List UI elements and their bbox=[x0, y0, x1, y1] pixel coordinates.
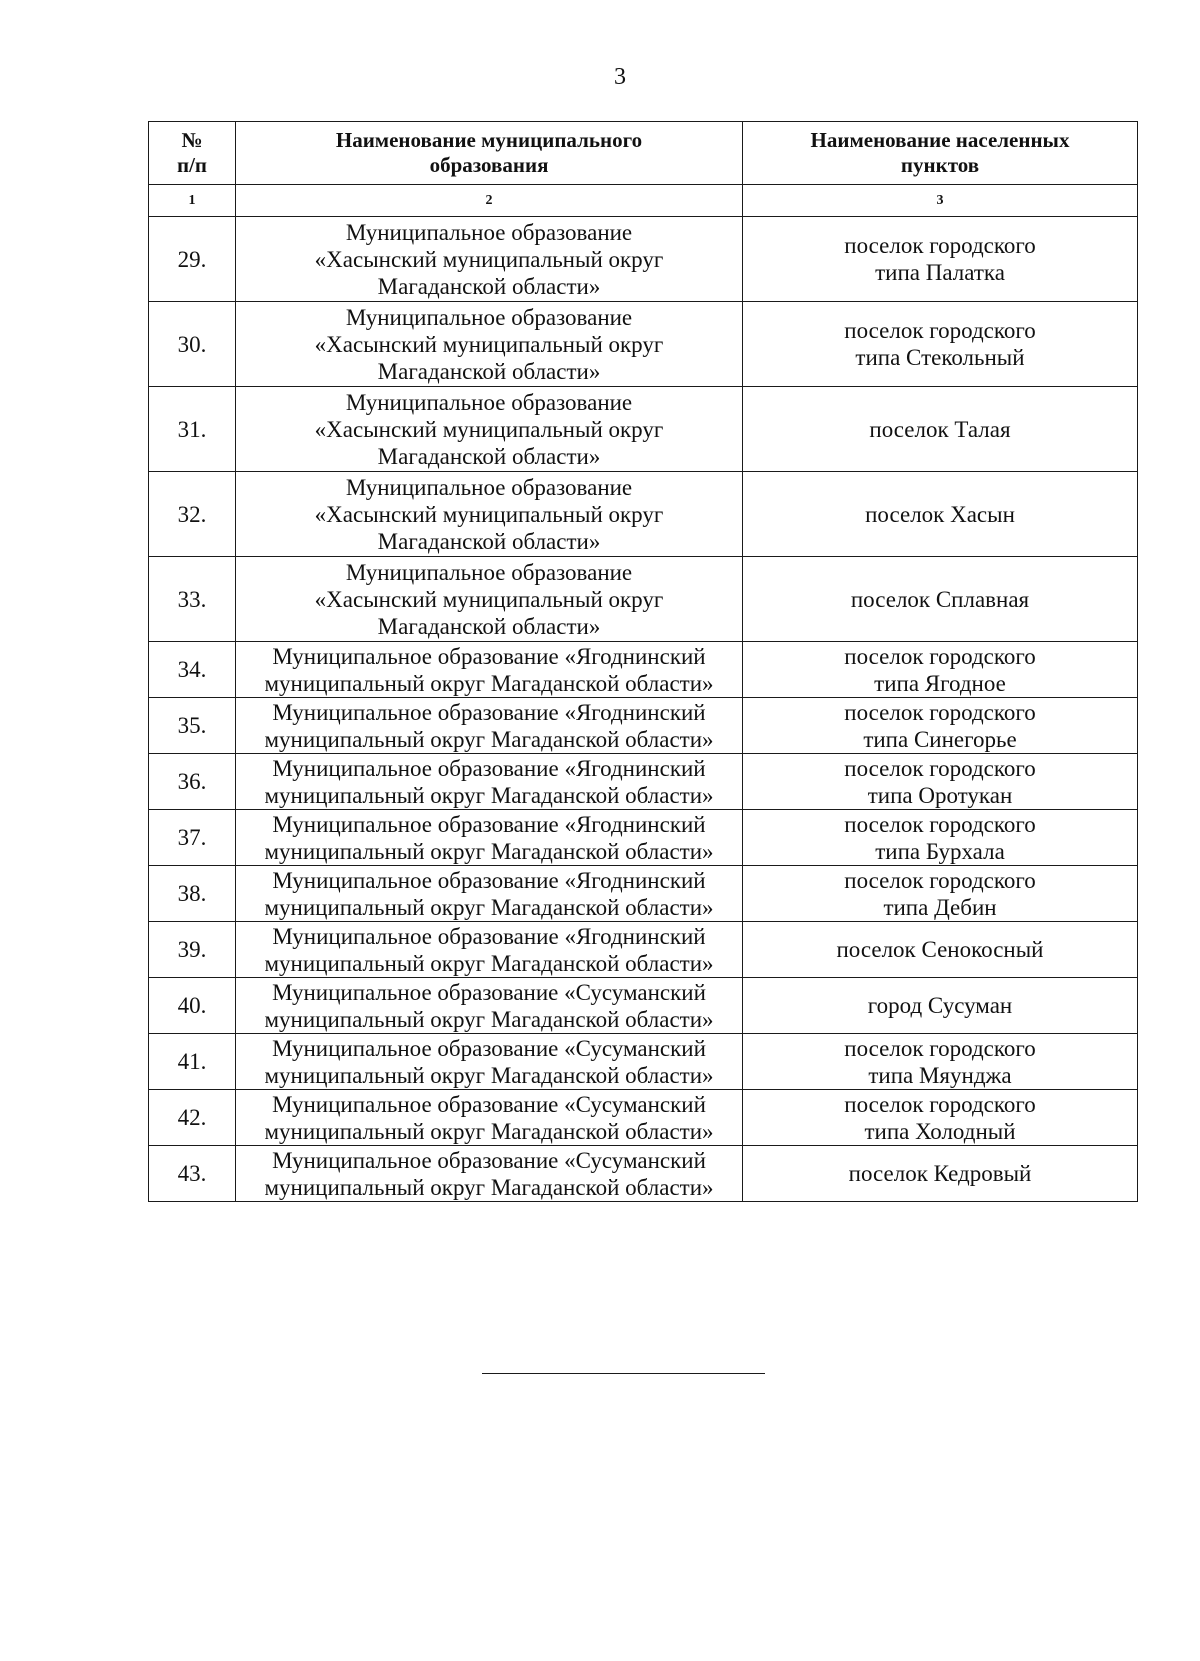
settlement-name bbox=[743, 754, 1138, 810]
municipality-name-line: Муниципальное образование «Ягоднинский bbox=[272, 755, 706, 781]
municipality-name-line: Муниципальное образование «Сусуманский bbox=[272, 1091, 706, 1117]
municipality-name-line: Муниципальное образование «Ягоднинский bbox=[272, 923, 706, 949]
municipality-name-line: Муниципальное образование «Ягоднинский bbox=[272, 867, 706, 893]
settlements-table bbox=[148, 121, 1138, 1202]
row-number: 34. bbox=[149, 642, 236, 698]
settlement-name-line: типа Мяунджа bbox=[868, 1062, 1012, 1088]
municipality-name-line: муниципальный округ Магаданской области» bbox=[264, 1118, 714, 1144]
municipality-name-line: Муниципальное образование «Сусуманский bbox=[272, 1035, 706, 1061]
municipality-name-line: Муниципальное образование bbox=[345, 219, 633, 245]
settlement-name-line: типа Холодный bbox=[864, 1118, 1016, 1144]
header-number bbox=[149, 122, 236, 185]
row-number: 39. bbox=[149, 922, 236, 978]
row-number: 35. bbox=[149, 698, 236, 754]
municipality-name bbox=[236, 1034, 743, 1090]
settlement-name-line: поселок городского bbox=[844, 755, 1036, 781]
settlement-name bbox=[743, 302, 1138, 387]
table-row bbox=[149, 1034, 1138, 1090]
municipality-name-line: муниципальный округ Магаданской области» bbox=[264, 726, 714, 752]
column-number-row bbox=[149, 185, 1138, 217]
municipality-name-line: Магаданской области» bbox=[377, 358, 601, 384]
municipality-name-line: «Хасынский муниципальный округ bbox=[314, 416, 664, 442]
table-row bbox=[149, 642, 1138, 698]
municipality-name-line: «Хасынский муниципальный округ bbox=[314, 586, 664, 612]
settlement-name bbox=[743, 866, 1138, 922]
municipality-name-line: муниципальный округ Магаданской области» bbox=[264, 838, 714, 864]
settlement-name-line: поселок Сплавная bbox=[850, 586, 1030, 612]
municipality-name bbox=[236, 754, 743, 810]
municipality-name bbox=[236, 302, 743, 387]
settlement-name bbox=[743, 1090, 1138, 1146]
municipality-name-line: муниципальный округ Магаданской области» bbox=[264, 670, 714, 696]
table-header-row bbox=[149, 122, 1138, 185]
row-number: 31. bbox=[149, 387, 236, 472]
settlement-name-line: поселок городского bbox=[844, 699, 1036, 725]
settlement-name bbox=[743, 1146, 1138, 1202]
municipality-name-line: Муниципальное образование bbox=[345, 304, 633, 330]
header-line: п/п bbox=[176, 153, 208, 177]
municipality-name bbox=[236, 642, 743, 698]
settlement-name-line: поселок городского bbox=[844, 867, 1036, 893]
row-number: 40. bbox=[149, 978, 236, 1034]
table-row bbox=[149, 1090, 1138, 1146]
table-row bbox=[149, 810, 1138, 866]
municipality-name-line: муниципальный округ Магаданской области» bbox=[264, 894, 714, 920]
settlement-name-line: типа Синегорье bbox=[863, 726, 1017, 752]
column-number: 2 bbox=[236, 185, 743, 217]
settlement-name bbox=[743, 642, 1138, 698]
row-number: 43. bbox=[149, 1146, 236, 1202]
settlement-name-line: типа Палатка bbox=[875, 260, 1005, 285]
settlement-name bbox=[743, 557, 1138, 642]
table-row bbox=[149, 557, 1138, 642]
municipality-name bbox=[236, 978, 743, 1034]
settlement-name-line: поселок Кедровый bbox=[848, 1161, 1032, 1186]
table-row bbox=[149, 217, 1138, 302]
row-number: 41. bbox=[149, 1034, 236, 1090]
municipality-name bbox=[236, 1146, 743, 1202]
municipality-name bbox=[236, 472, 743, 557]
row-number: 33. bbox=[149, 557, 236, 642]
header-line: пунктов bbox=[900, 153, 980, 177]
row-number: 30. bbox=[149, 302, 236, 387]
settlement-name-line: поселок Талая bbox=[869, 416, 1011, 442]
municipality-name-line: Муниципальное образование «Ягоднинский bbox=[272, 811, 706, 837]
settlement-name bbox=[743, 922, 1138, 978]
settlement-name-line: типа Дебин bbox=[883, 894, 997, 920]
municipality-name bbox=[236, 1090, 743, 1146]
settlement-name bbox=[743, 978, 1138, 1034]
settlement-name-line: поселок городского bbox=[844, 811, 1036, 837]
table-row bbox=[149, 302, 1138, 387]
settlement-name-line: типа Бурхала bbox=[875, 838, 1005, 864]
municipality-name-line: муниципальный округ Магаданской области» bbox=[264, 950, 714, 976]
municipality-name-line: Магаданской области» bbox=[377, 443, 601, 469]
row-number: 37. bbox=[149, 810, 236, 866]
column-number: 3 bbox=[743, 185, 1138, 217]
settlement-name-line: поселок городского bbox=[844, 1035, 1036, 1061]
table-row bbox=[149, 922, 1138, 978]
settlement-name-line: поселок городского bbox=[844, 643, 1036, 669]
table-row bbox=[149, 978, 1138, 1034]
header-line: Наименование муниципального bbox=[335, 128, 643, 152]
municipality-name-line: «Хасынский муниципальный округ bbox=[314, 501, 664, 527]
municipality-name-line: муниципальный округ Магаданской области» bbox=[264, 782, 714, 808]
footer-divider bbox=[482, 1373, 765, 1374]
header-settlements bbox=[743, 122, 1138, 185]
row-number: 32. bbox=[149, 472, 236, 557]
header-municipality bbox=[236, 122, 743, 185]
municipality-name-line: муниципальный округ Магаданской области» bbox=[264, 1174, 714, 1200]
municipality-name bbox=[236, 387, 743, 472]
row-number: 36. bbox=[149, 754, 236, 810]
municipality-name bbox=[236, 217, 743, 302]
table-body bbox=[149, 185, 1138, 1202]
municipality-name bbox=[236, 922, 743, 978]
municipality-name-line: Магаданской области» bbox=[377, 273, 601, 299]
municipality-name-line: «Хасынский муниципальный округ bbox=[314, 246, 664, 272]
header-line: № bbox=[181, 128, 203, 152]
municipality-name bbox=[236, 810, 743, 866]
settlement-name-line: поселок городского bbox=[844, 1091, 1036, 1117]
table-row bbox=[149, 387, 1138, 472]
settlement-name bbox=[743, 1034, 1138, 1090]
settlement-name bbox=[743, 810, 1138, 866]
table-row bbox=[149, 472, 1138, 557]
municipality-name-line: муниципальный округ Магаданской области» bbox=[264, 1062, 714, 1088]
municipality-name-line: Муниципальное образование «Сусуманский bbox=[272, 979, 706, 1005]
settlement-name-line: поселок Хасын bbox=[865, 501, 1015, 527]
row-number: 29. bbox=[149, 217, 236, 302]
municipality-name bbox=[236, 866, 743, 922]
municipality-name bbox=[236, 698, 743, 754]
header-line: Наименование населенных bbox=[810, 128, 1070, 152]
municipality-name-line: Муниципальное образование «Сусуманский bbox=[272, 1147, 706, 1173]
municipality-name-line: Муниципальное образование «Ягоднинский bbox=[272, 643, 706, 669]
row-number: 38. bbox=[149, 866, 236, 922]
row-number: 42. bbox=[149, 1090, 236, 1146]
municipality-name-line: Муниципальное образование bbox=[345, 559, 633, 585]
settlement-name bbox=[743, 472, 1138, 557]
settlement-name-line: город Сусуман bbox=[867, 993, 1013, 1018]
table-row bbox=[149, 698, 1138, 754]
settlement-name-line: поселок городского bbox=[844, 318, 1036, 343]
municipality-name bbox=[236, 557, 743, 642]
settlement-name-line: типа Ягодное bbox=[874, 670, 1006, 696]
settlement-name-line: типа Стекольный bbox=[855, 345, 1025, 370]
table-row bbox=[149, 754, 1138, 810]
municipality-name-line: муниципальный округ Магаданской области» bbox=[264, 1006, 714, 1032]
table-row bbox=[149, 1146, 1138, 1202]
settlement-name bbox=[743, 698, 1138, 754]
header-line: образования bbox=[429, 153, 549, 177]
municipality-name-line: Муниципальное образование bbox=[345, 389, 633, 415]
page-number: 3 bbox=[614, 64, 626, 90]
municipality-name-line: Магаданской области» bbox=[377, 528, 601, 554]
municipality-name-line: Магаданской области» bbox=[377, 613, 601, 639]
settlement-name bbox=[743, 387, 1138, 472]
settlement-name-line: поселок Сенокосный bbox=[836, 937, 1044, 962]
municipality-name-line: Муниципальное образование bbox=[345, 474, 633, 500]
column-number: 1 bbox=[149, 185, 236, 217]
settlement-name-line: типа Оротукан bbox=[867, 782, 1013, 808]
municipality-name-line: Муниципальное образование «Ягоднинский bbox=[272, 699, 706, 725]
municipality-name-line: «Хасынский муниципальный округ bbox=[314, 331, 664, 357]
settlement-name-line: поселок городского bbox=[844, 233, 1036, 258]
table-row bbox=[149, 866, 1138, 922]
settlement-name bbox=[743, 217, 1138, 302]
